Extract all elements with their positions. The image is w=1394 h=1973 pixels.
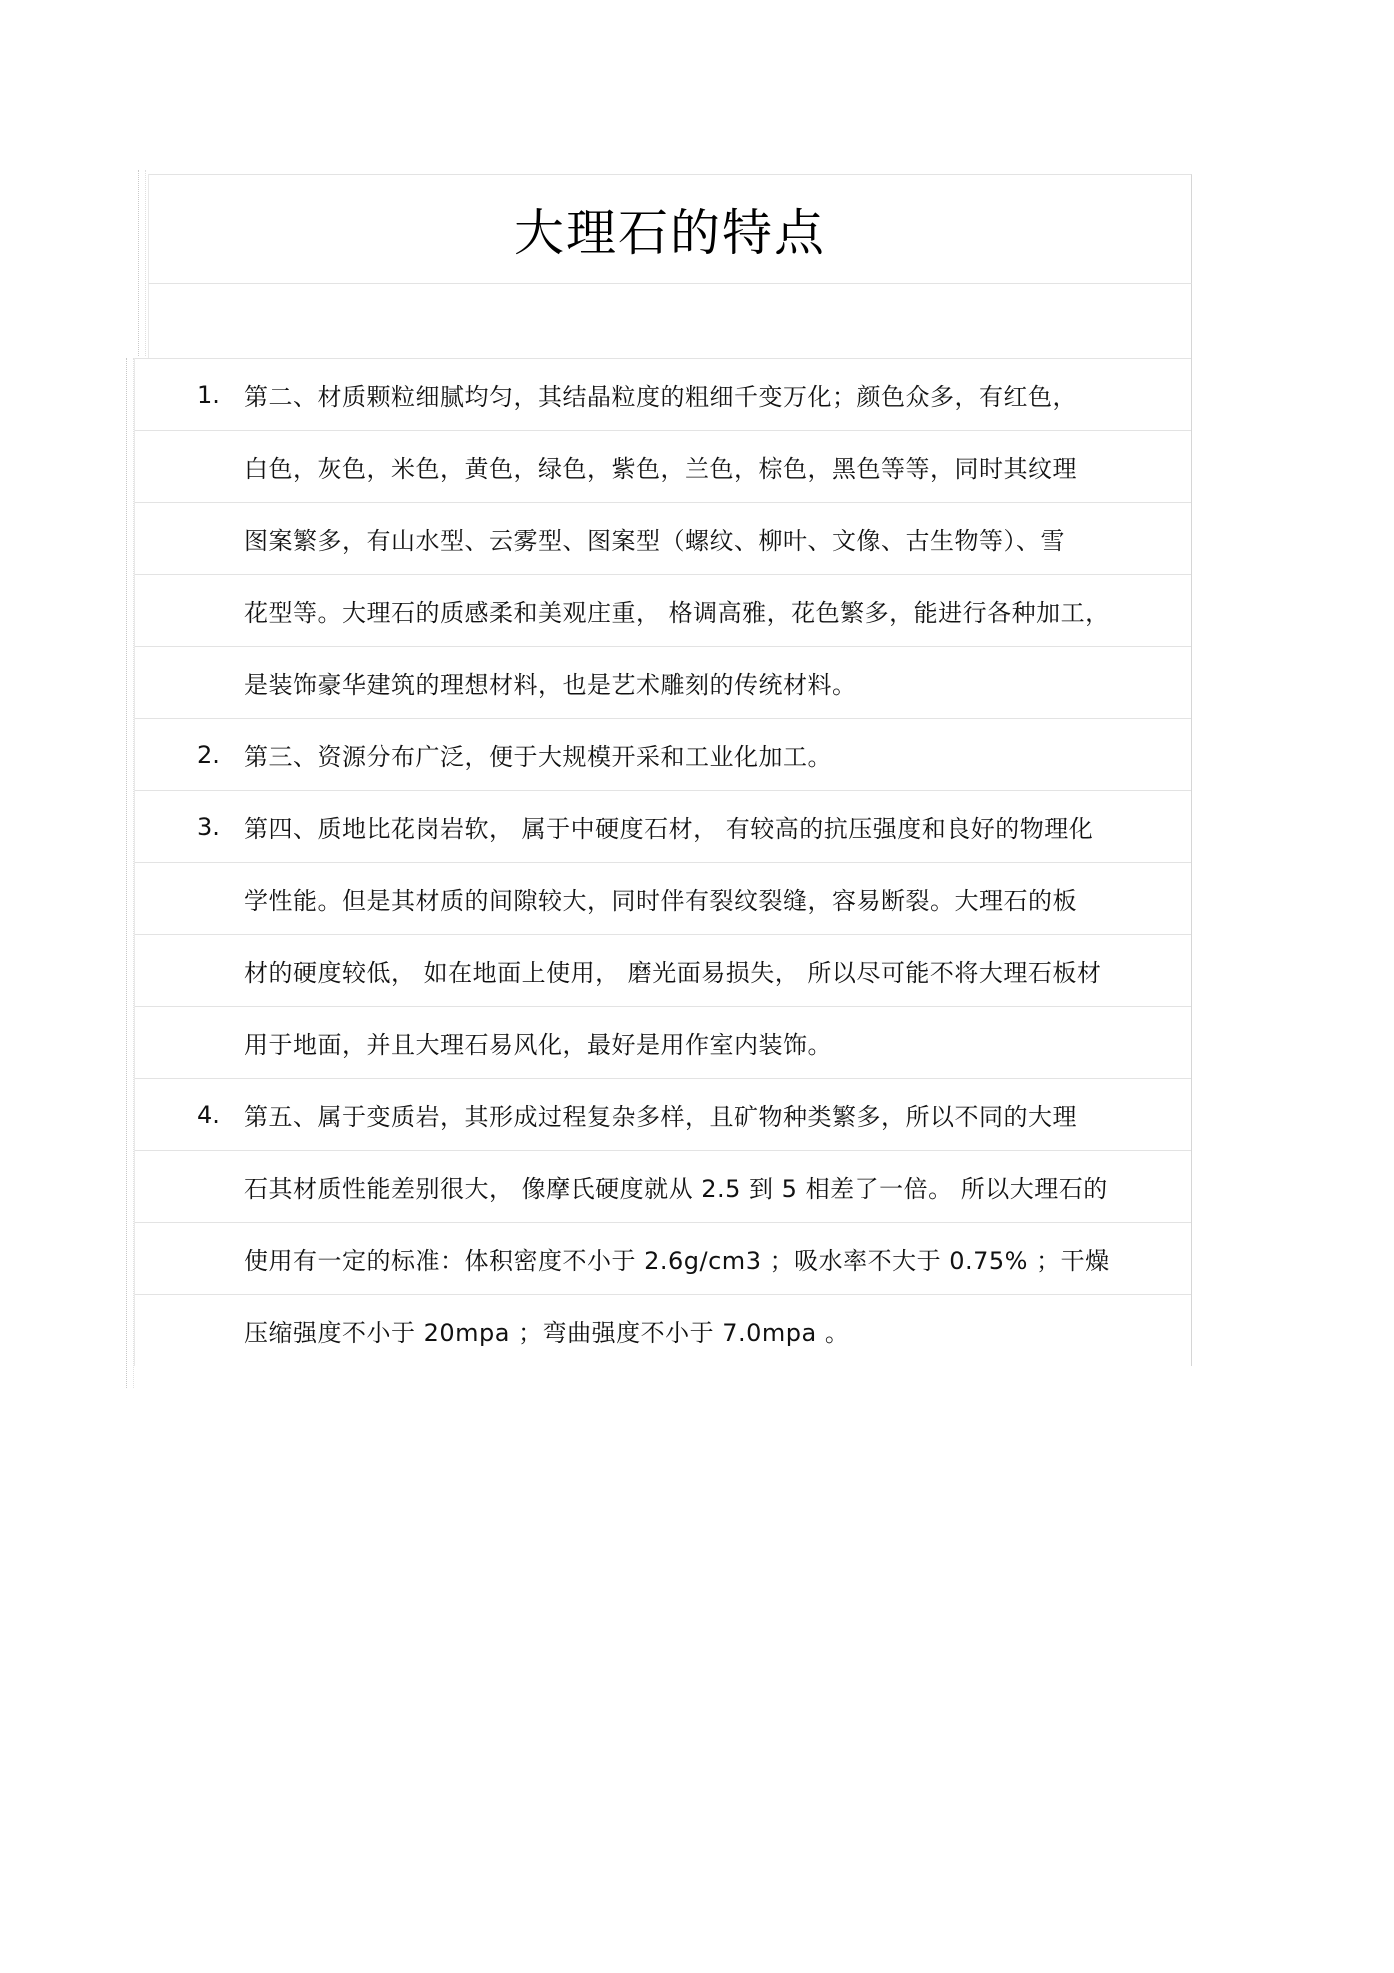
item-1-line-2 (135, 430, 1191, 502)
item-text: 是装饰豪华建筑的理想材料，也是艺术雕刻的传统材料。 (244, 671, 857, 699)
item-1-line-5 (135, 646, 1191, 718)
item-3-line-1 (135, 790, 1191, 862)
item-3-line-2 (135, 862, 1191, 934)
item-4-line-2 (135, 1150, 1191, 1222)
item-text: 材的硬度较低， 如在地面上使用， 磨光面易损失， 所以尽可能不将大理石板材 (244, 959, 1102, 987)
item-text: 第二、材质颗粒细腻均匀，其结晶粒度的粗细千变万化；颜色众多，有红色， (244, 383, 1077, 411)
item-number: 4. (197, 1100, 220, 1129)
item-number: 3. (197, 812, 220, 841)
item-text: 白色，灰色，米色，黄色，绿色，紫色，兰色，棕色，黑色等等，同时其纹理 (244, 455, 1077, 483)
item-text: 使用有一定的标准：体积密度不小于 2.6g/cm3 ；吸水率不大于 0.75% ；干燥 (244, 1247, 1110, 1275)
item-text: 石其材质性能差别很大， 像摩氏硬度就从 2.5 到 5 相差了一倍。 所以大理石的 (244, 1175, 1108, 1203)
item-4-line-3 (135, 1222, 1191, 1294)
item-1-line-3 (135, 502, 1191, 574)
item-3-line-3 (135, 934, 1191, 1006)
item-text: 压缩强度不小于 20mpa ；弯曲强度不小于 7.0mpa 。 (244, 1319, 850, 1347)
item-4-line-1 (135, 1078, 1191, 1150)
page-title: 大理石的特点 (514, 204, 826, 262)
item-1-line-1 (135, 358, 1191, 430)
scan-margin-marks-body (126, 358, 134, 1388)
item-text: 学性能。但是其材质的间隙较大，同时伴有裂纹裂缝，容易断裂。大理石的板 (244, 887, 1077, 915)
item-4-line-4 (135, 1294, 1191, 1366)
content-table (134, 358, 1192, 1366)
item-1-line-4 (135, 574, 1191, 646)
item-text: 第三、资源分布广泛，便于大规模开采和工业化加工。 (244, 743, 832, 771)
scan-margin-marks (138, 170, 146, 356)
item-text: 第五、属于变质岩，其形成过程复杂多样，且矿物种类繁多，所以不同的大理 (244, 1103, 1077, 1131)
item-3-line-4 (135, 1006, 1191, 1078)
item-text: 用于地面，并且大理石易风化，最好是用作室内装饰。 (244, 1031, 832, 1059)
item-2-line-1 (135, 718, 1191, 790)
blank-spacer-cell (148, 284, 1192, 358)
item-text: 花型等。大理石的质感柔和美观庄重， 格调高雅，花色繁多，能进行各种加工， (244, 599, 1110, 627)
item-number: 1. (197, 380, 220, 409)
item-number: 2. (197, 740, 220, 769)
item-text: 第四、质地比花岗岩软， 属于中硬度石材， 有较高的抗压强度和良好的物理化 (244, 815, 1094, 843)
title-cell (148, 174, 1192, 284)
item-text: 图案繁多，有山水型、云雾型、图案型（螺纹、柳叶、文像、古生物等）、雪 (244, 527, 1065, 555)
